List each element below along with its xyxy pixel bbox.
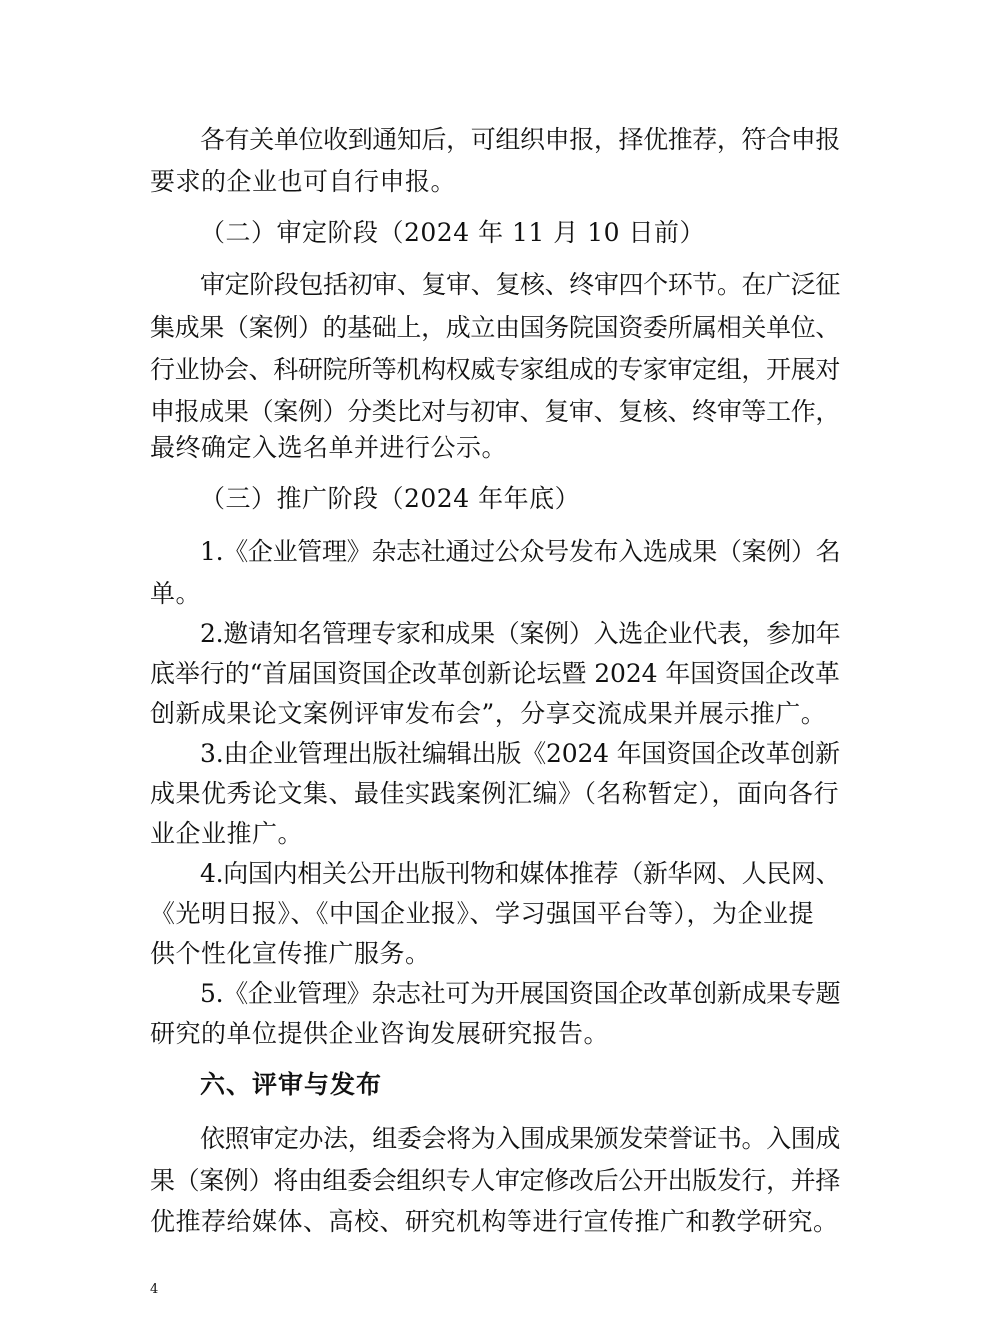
paragraph-line: 底举行的“首届国资国企改革创新论坛暨 2024 年国资国企改革 — [150, 659, 840, 688]
paragraph-line: 4.向国内相关公开出版刊物和媒体推荐（新华网、人民网、 — [200, 859, 841, 888]
paragraph-line: 业企业推广。 — [150, 819, 304, 848]
section-heading: 六、评审与发布 — [200, 1070, 383, 1099]
paragraph-line: 各有关单位收到通知后，可组织申报，择优推荐，符合申报 — [200, 125, 841, 154]
paragraph-line: 集成果（案例）的基础上，成立由国务院国资委所属相关单位、 — [150, 313, 841, 342]
paragraph-line: 《光明日报》、《中国企业报》、学习强国平台等），为企业提 — [150, 899, 815, 928]
paragraph-line: 行业协会、科研院所等机构权威专家组成的专家审定组，开展对 — [150, 355, 841, 384]
paragraph-line: 果（案例）将由组委会组织专人审定修改后公开出版发行，并择 — [150, 1166, 841, 1195]
paragraph-line: 成果优秀论文集、最佳实践案例汇编》（名称暂定），面向各行 — [150, 779, 840, 808]
paragraph-line: 单。 — [150, 579, 202, 608]
paragraph-line: 3.由企业管理出版社编辑出版《2024 年国资国企改革创新 — [200, 739, 840, 768]
section-subheading: （三）推广阶段（2024 年年底） — [200, 484, 581, 513]
paragraph-line: 优推荐给媒体、高校、研究机构等进行宣传推广和教学研究。 — [150, 1207, 839, 1236]
paragraph-line: 创新成果论文案例评审发布会”，分享交流成果并展示推广。 — [150, 699, 827, 728]
paragraph-line: 5.《企业管理》杂志社可为开展国资国企改革创新成果专题 — [200, 979, 841, 1008]
paragraph-line: 审定阶段包括初审、复审、复核、终审四个环节。在广泛征 — [200, 270, 841, 299]
paragraph-line: 依照审定办法，组委会将为入围成果颁发荣誉证书。入围成 — [200, 1124, 841, 1153]
paragraph-line: 研究的单位提供企业咨询发展研究报告。 — [150, 1019, 610, 1048]
section-subheading: （二）审定阶段（2024 年 11 月 10 日前） — [200, 218, 705, 247]
paragraph-line: 供个性化宣传推广服务。 — [150, 939, 431, 968]
page-number: 4 — [150, 1282, 159, 1297]
paragraph-line: 申报成果（案例）分类比对与初审、复审、复核、终审等工作， — [150, 397, 841, 426]
paragraph-line: 最终确定入选名单并进行公示。 — [150, 433, 508, 462]
paragraph-line: 2.邀请知名管理专家和成果（案例）入选企业代表，参加年 — [200, 619, 841, 648]
paragraph-line: 要求的企业也可自行申报。 — [150, 167, 457, 196]
paragraph-line: 1.《企业管理》杂志社通过公众号发布入选成果（案例）名 — [200, 537, 841, 566]
